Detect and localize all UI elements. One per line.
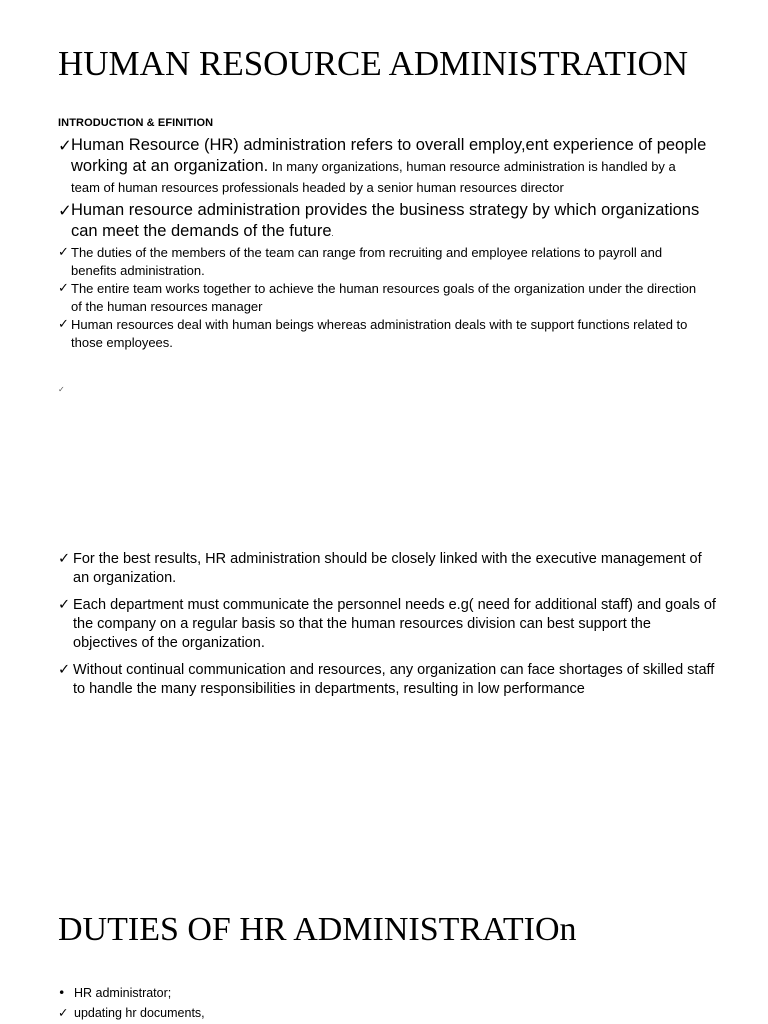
list-item: ✓ The entire team works together to achieve the human resources goals of the organization under the direction of the human resources manager xyxy=(58,281,697,314)
checkmark-icon: ✓ xyxy=(58,201,72,220)
checkmark-icon: ✓ xyxy=(58,317,69,332)
duties-list xyxy=(58,983,658,1023)
advice-list xyxy=(58,550,718,707)
list-item: ✓ Human resource administration provides the business strategy by which organizations can meet the demands of the future. xyxy=(58,201,700,240)
list-item: ✓ Human Resource (HR) administration refers to overall employ,ent experience of people working at an organization. In many organizations, human resource administration is handled by a team of human resources professionals headed by a senior human resources director xyxy=(58,136,707,195)
stray-checkmark-icon: ✓ xyxy=(58,385,65,394)
checkmark-icon: ✓ xyxy=(58,136,72,155)
checkmark-icon: ✓ xyxy=(58,662,71,678)
list-item: • HR administrator; xyxy=(58,983,658,1003)
checkmark-icon: ✓ xyxy=(58,245,69,260)
checkmark-icon: ✓ xyxy=(58,551,71,567)
list-item: ✓ The duties of the members of the team can range from recruiting and employee relations to payroll and benefits administration. xyxy=(58,245,663,278)
list-item: ✓ Human resources deal with human beings whereas administration deals with te support functions related to those employees. xyxy=(58,317,688,350)
page-title: HUMAN RESOURCE ADMINISTRATION xyxy=(58,44,689,83)
list-item: ✓ Each department must communicate the personnel needs e.g( need for additional staff) and goals of the company on a regular basis so that the human resources division can best support the objectives of the organization. xyxy=(58,597,716,651)
bullet-icon: • xyxy=(58,985,66,1000)
intro-list xyxy=(58,135,708,352)
section-title-duties: DUTIES OF HR ADMINISTRATIOn xyxy=(58,911,577,948)
list-item: ✓ updating hr documents, xyxy=(58,1003,658,1023)
intro-heading: INTRODUCTION & EFINITION xyxy=(58,117,214,129)
checkmark-icon: ✓ xyxy=(58,281,69,296)
list-item: ✓ For the best results, HR administration should be closely linked with the executive management of an organization. xyxy=(58,551,702,586)
checkmark-icon: ✓ xyxy=(58,597,71,613)
checkmark-icon: ✓ xyxy=(58,1005,69,1020)
list-item: ✓ Without continual communication and resources, any organization can face shortages of skilled staff to handle the many responsibilities in departments, resulting in low performance xyxy=(58,662,715,697)
